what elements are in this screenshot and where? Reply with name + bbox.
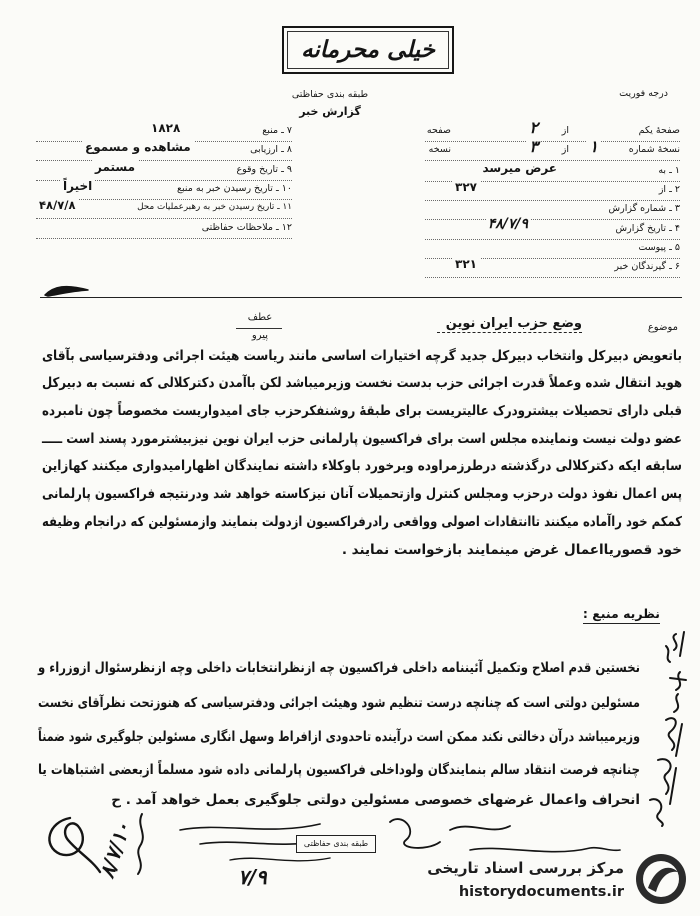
field-value: ۳۲۱	[452, 257, 480, 271]
handwritten-date: ۸/۷/۱۰	[94, 818, 136, 882]
field-value: اخیراً	[60, 179, 95, 193]
field-label: ۱۰ ـ تاریخ رسیدن خبر به منبع	[173, 183, 292, 194]
body-line: قبلی دارای تحصیلات بیشترودرک عالیتریست برای طبقهٔ روشنفکرحزب جای امیدواریست مخصوصاً چون نامبرده	[42, 403, 683, 419]
field-operations-received-row	[36, 198, 292, 219]
handwritten-date: ۷/۹	[238, 865, 267, 889]
body-line: پس اعمال نفوذ دولت درحزب ومجلس کنترل وازتحمیلات آنان نیزکاسته خواهد شد ودرنتیجه فراکسیون پارلمانی	[42, 486, 683, 502]
classification-stamp: طبقه بندی حفاظتی	[296, 835, 376, 853]
field-label: ۱ ـ به	[654, 165, 680, 176]
field-value: ۴۸/۷/۹	[487, 216, 528, 232]
field-report-date-row	[425, 216, 680, 240]
subject-value: وضع حزب ایران نوین	[437, 316, 582, 333]
copy-number-value: ۱	[589, 137, 598, 156]
separator-line	[40, 297, 682, 298]
field-value: مشاهده و مسموع	[82, 140, 194, 154]
opinion-line: چنانچه فرصت انتقاد سالم بنمایندگان ولوداخلی فراکسیون پارلمانی داده شود مسلماً ازبعضی اشتباهات یا	[38, 762, 640, 778]
classification-label: طبقه بندی حفاظتی	[291, 89, 369, 100]
field-label: ۶ ـ گیرندگان خبر	[610, 261, 680, 272]
field-label: ۳ ـ شماره گزارش	[605, 203, 680, 214]
field-label: ۹ ـ تاریخ وقوع	[232, 164, 292, 175]
field-value: ۳۲۷	[452, 180, 480, 194]
body-line: عضو دولت نیست ونماینده مجلس است برای فراکسیون پارلمانی حزب ایران نوین نیزبیشترمورد پسند است ـــــ	[41, 431, 683, 447]
field-label: ۸ ـ ارزیابی	[246, 144, 292, 155]
follow-up-label: پیرو	[251, 330, 269, 341]
copy-label: نسخهٔ شماره	[625, 144, 680, 155]
field-from-row	[425, 180, 680, 201]
opinion-line: نخستین قدم اصلاح وتکمیل آئیننامه داخلی فراکسیون چه ازنظرانتخابات داخلی وچه ازنظرسئوال ازوزراء و	[38, 660, 641, 676]
opinion-line: وزیرمیباشد درآن دخالتی نکند ممکن است درآینده تاحدودی ازافراط وسهل انگاری مسئولین جلوگیری شود ضمناً	[38, 729, 640, 745]
copy-of-label: از	[559, 144, 572, 155]
watermark-name: مرکز بررسی اسناد تاریخی	[427, 859, 624, 877]
urgency-label: درجه فوریت	[619, 88, 668, 99]
reference-label: عطف	[247, 312, 273, 323]
copy-unit-label: نسخه	[426, 144, 454, 155]
opinion-line: انحراف واعمال غرضهای خصوصی مسئولین دولتی جلوگیری بعمل خواهد آمد . ح	[111, 792, 640, 808]
field-label: ۵ ـ پیوست	[634, 242, 680, 253]
field-label: ۲ ـ از	[655, 184, 680, 195]
field-report-number-row	[425, 202, 680, 220]
field-evaluation-row	[36, 140, 292, 161]
field-label: ۱۲ ـ ملاحظات حفاظتی	[198, 222, 292, 233]
page-of-label: از	[559, 125, 572, 136]
field-value: عرض میرسد	[479, 161, 560, 175]
archive-logo-icon	[634, 852, 688, 906]
watermark-site: historydocuments.ir	[458, 884, 624, 900]
copy-number-row	[425, 137, 680, 161]
body-line: خود قصوریااعمال غرض مینمایند بازخواست نمایند .	[341, 542, 682, 558]
field-recipients-row	[425, 257, 680, 278]
reference-divider	[236, 328, 282, 329]
source-opinion-heading: نظریه منبع :	[583, 606, 660, 624]
confidential-stamp: خیلی محرمانه	[282, 26, 454, 74]
copy-total-value: ۳	[529, 137, 538, 156]
report-title: گزارش خبر	[299, 105, 361, 118]
body-line: باتعویض دبیرکل وانتخاب دبیرکل جدید گرچه اختیارات اساسی مانند ریاست هیئت اجرائی ودفترسیاسی بآقای	[41, 348, 682, 364]
body-line: سابقه ایکه دکترکلالی درگذشته درطرزمراوده وبرخورد باوکلاء داشته نمایندگان اظهارامیدواری میکنند کهازاین	[41, 458, 682, 474]
field-value: ۴۸/۷/۸	[36, 198, 78, 212]
field-security-notes-row	[36, 221, 292, 239]
page-total-value: ۲	[529, 118, 538, 137]
field-value: مستمر	[92, 160, 138, 174]
field-label: ۷ ـ منبع	[258, 125, 292, 136]
body-line: هوید انتقال شده وعملاً قدرت اجرائی حزب بدست نخست وزیرمیباشد لکن باآمدن دکترکلالی که نسبت به دبیرکل	[41, 375, 682, 391]
body-line: کمکم خود راآماده میکنند تاانتقادات اصولی وواقعی رادرفراکسیون ازدولت بنمایند وازمسئولین که درانجام وظیفه	[41, 514, 682, 530]
handwritten-margin-note	[636, 628, 698, 828]
field-label: ۴ ـ تاریخ گزارش	[612, 223, 680, 234]
field-value: ۱۸۲۸	[148, 121, 183, 135]
page-unit-label: صفحه	[424, 125, 454, 136]
subject-label: موضوع	[647, 322, 678, 333]
field-label: ۱۱ ـ تاریخ رسیدن خبر به رهبرعملیات محل	[133, 202, 292, 212]
page-label: صفحهٔ یکم	[635, 125, 680, 136]
page-count-row	[425, 118, 680, 142]
opinion-line: مسئولین دولتی است که چنانچه درست تنظیم شود وهیئت اجرائی ودفترسیاسی که هنوزتحت نظرآقای نخست	[37, 695, 641, 711]
